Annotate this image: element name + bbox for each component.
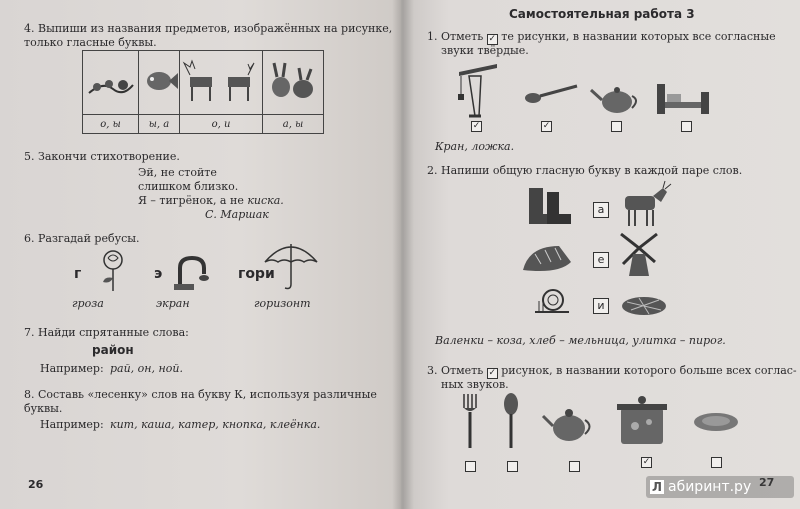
- task2-letter-box-3[interactable]: и: [593, 298, 609, 314]
- watermark-logo-icon: Л: [650, 480, 664, 494]
- task8-example-answer: кит, каша, катер, кнопка, клеёнка.: [110, 418, 321, 431]
- crane-icon: [451, 58, 501, 118]
- rebus-answer-1: гроза: [72, 297, 104, 310]
- task2-answer: Валенки – коза, хлеб – мельница, улитка – пирог.: [435, 334, 726, 347]
- task8-title: 8. Составь «лесенку» слов на букву К, используя различные: [24, 388, 377, 401]
- task1-checkbox-2[interactable]: ✓: [542, 121, 551, 131]
- task1-title-cont: звуки твёрдые.: [441, 44, 529, 57]
- branches-picture: [83, 51, 139, 115]
- poem-line-2: слишком близко.: [138, 180, 239, 193]
- task4-answer-3: о, и: [180, 115, 263, 134]
- task1-checkbox-3[interactable]: [611, 121, 622, 132]
- bread-icon: [519, 240, 577, 276]
- task2-letter-box-2[interactable]: е: [593, 252, 609, 268]
- rebus-letter-2: э: [154, 266, 163, 282]
- moose-picture: [180, 51, 263, 115]
- poem-answer-inline: киска.: [247, 194, 284, 207]
- task1-title-rest: те рисунки, в названии которых все согласные: [501, 30, 776, 43]
- task6-title: 6. Разгадай ребусы.: [24, 232, 140, 245]
- task3-checkbox-1[interactable]: [465, 461, 476, 472]
- task7-example-answer: рай, он, ной.: [110, 362, 183, 375]
- task7-title: 7. Найди спрятанные слова:: [24, 326, 189, 339]
- branch-icon: [83, 51, 138, 111]
- task4-title-cont: только гласные буквы.: [24, 36, 157, 49]
- task8-example-label: Например:: [40, 418, 104, 431]
- task4-table: [82, 50, 324, 134]
- bed-icon: [653, 78, 713, 116]
- task3-checkbox-4[interactable]: ✓: [642, 457, 651, 467]
- fish-icon: [139, 51, 179, 111]
- task1-checkbox-1[interactable]: ✓: [472, 121, 481, 131]
- task4-title: 4. Выпиши из названия предметов, изображённых на рисунке,: [24, 22, 393, 35]
- hares-picture: [263, 51, 324, 115]
- page-number-right: 27: [759, 476, 775, 489]
- task1-title-start: 1. Отметь: [427, 30, 484, 43]
- task2-letter-box-1[interactable]: а: [593, 202, 609, 218]
- task5-title: 5. Закончи стихотворение.: [24, 150, 180, 163]
- rebus-letter-1: г: [74, 266, 82, 282]
- task3-title: [427, 364, 797, 378]
- teapot-icon-2: [541, 402, 595, 446]
- right-page: [401, 0, 800, 509]
- task7-word: район: [92, 343, 134, 357]
- checkbox-sample-icon: ✓: [488, 34, 497, 44]
- pot-icon: [613, 392, 673, 448]
- poem-line-1: Эй, не стойте: [138, 166, 217, 179]
- task1-checkbox-4[interactable]: [681, 121, 692, 132]
- rebus-letter-3: гори: [238, 266, 275, 282]
- book-spine: [392, 0, 414, 509]
- watermark: [646, 476, 794, 498]
- task7-example-label: Например:: [40, 362, 104, 375]
- rebus-answer-3: горизонт: [254, 297, 311, 310]
- task1-title: [427, 30, 776, 44]
- task3-title-start: 3. Отметь: [427, 364, 484, 377]
- hare-icon: [263, 51, 323, 111]
- task3-checkbox-5[interactable]: [711, 457, 722, 468]
- snail-icon: [533, 284, 573, 316]
- work-heading: Самостоятельная работа 3: [509, 7, 695, 21]
- poem-author: С. Маршак: [205, 208, 269, 221]
- rebus-answer-2: экран: [156, 297, 190, 310]
- task8-title-cont: буквы.: [24, 402, 63, 415]
- fork-icon: [459, 392, 481, 450]
- tap-icon: [172, 252, 218, 292]
- task3-checkbox-2[interactable]: [507, 461, 518, 472]
- task1-answer: Кран, ложка.: [435, 140, 515, 153]
- pie-icon: [619, 290, 669, 318]
- task4-answer-4: а, ы: [263, 115, 324, 134]
- poem-line-3-text: Я – тигрёнок, а не: [138, 194, 248, 207]
- task4-answer-2: ы, а: [139, 115, 180, 134]
- fish-picture: [139, 51, 180, 115]
- teapot-icon: [589, 80, 641, 116]
- checkbox-sample-icon-2: ✓: [488, 368, 497, 378]
- watermark-text: абиринт.ру: [668, 479, 752, 495]
- task3-title-cont: ных звуков.: [441, 378, 509, 391]
- plate-icon: [691, 410, 741, 434]
- moose-icon: [180, 51, 262, 111]
- spoon-icon-2: [501, 392, 521, 450]
- task3-title-rest: рисунок, в названии которого больше всех соглас-: [501, 364, 797, 377]
- task2-title: 2. Напиши общую гласную букву в каждой паре слов.: [427, 164, 743, 177]
- task3-checkbox-3[interactable]: [569, 461, 580, 472]
- page-number-left: 26: [28, 478, 44, 491]
- spoon-icon: [523, 82, 579, 108]
- rose-icon: [98, 248, 128, 292]
- poem-line-3: [138, 194, 284, 207]
- goat-icon: [617, 180, 675, 228]
- task4-answer-1: о, ы: [83, 115, 139, 134]
- valenki-icon: [523, 184, 575, 228]
- umbrella-icon: [262, 238, 320, 292]
- windmill-icon: [617, 230, 661, 278]
